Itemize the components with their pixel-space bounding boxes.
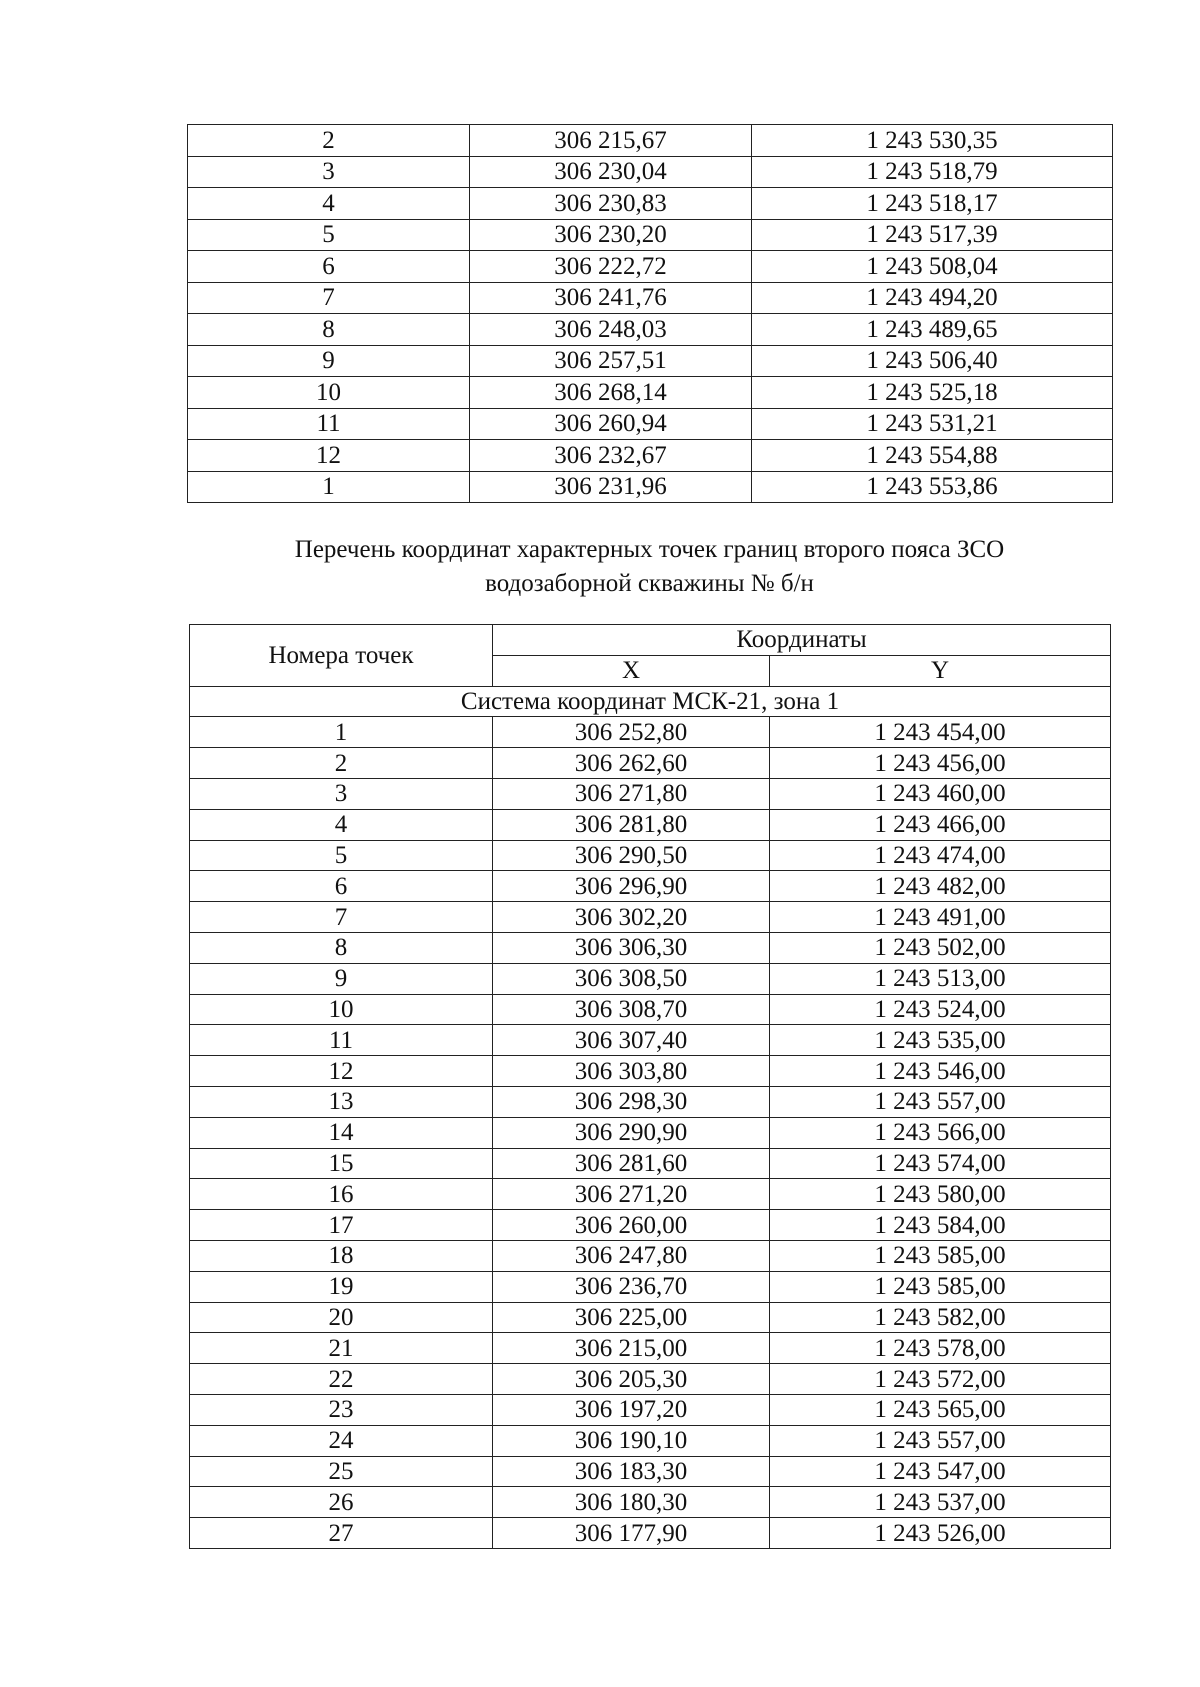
- y-coordinate-cell: 1 243 474,00: [770, 840, 1111, 871]
- table-row: [190, 1179, 1111, 1210]
- point-number-cell: 22: [190, 1364, 493, 1395]
- y-coordinate-cell: 1 243 525,18: [752, 377, 1113, 409]
- table2-body: [190, 686, 1111, 1548]
- x-coordinate-cell: 306 271,80: [493, 778, 770, 809]
- y-coordinate-cell: 1 243 456,00: [770, 748, 1111, 779]
- point-number-cell: 10: [190, 994, 493, 1025]
- table-row: [190, 932, 1111, 963]
- x-coordinate-cell: 306 281,80: [493, 809, 770, 840]
- table-row: [190, 994, 1111, 1025]
- x-coordinate-cell: 306 205,30: [493, 1364, 770, 1395]
- x-coordinate-cell: 306 260,00: [493, 1210, 770, 1241]
- table-row: [190, 1518, 1111, 1549]
- x-coordinate-cell: 306 308,70: [493, 994, 770, 1025]
- point-number-cell: 21: [190, 1333, 493, 1364]
- x-coordinate-cell: 306 236,70: [493, 1271, 770, 1302]
- table-row: [190, 1056, 1111, 1087]
- header-y: Y: [770, 655, 1111, 686]
- table-row: [190, 1333, 1111, 1364]
- point-number-cell: 27: [190, 1518, 493, 1549]
- x-coordinate-cell: 306 290,90: [493, 1117, 770, 1148]
- table-row: [190, 1271, 1111, 1302]
- y-coordinate-cell: 1 243 517,39: [752, 219, 1113, 251]
- table-row: [188, 377, 1113, 409]
- header-point-numbers: Номера точек: [190, 625, 493, 687]
- y-coordinate-cell: 1 243 547,00: [770, 1456, 1111, 1487]
- table-row: [190, 840, 1111, 871]
- y-coordinate-cell: 1 243 491,00: [770, 902, 1111, 933]
- x-coordinate-cell: 306 247,80: [493, 1240, 770, 1271]
- x-coordinate-cell: 306 231,96: [470, 471, 752, 503]
- x-coordinate-cell: 306 222,72: [470, 251, 752, 283]
- x-coordinate-cell: 306 183,30: [493, 1456, 770, 1487]
- point-number-cell: 11: [190, 1025, 493, 1056]
- y-coordinate-cell: 1 243 526,00: [770, 1518, 1111, 1549]
- table-row: [188, 408, 1113, 440]
- point-number-cell: 25: [190, 1456, 493, 1487]
- point-number-cell: 6: [190, 871, 493, 902]
- table-row: [188, 188, 1113, 220]
- x-coordinate-cell: 306 252,80: [493, 717, 770, 748]
- point-number-cell: 24: [190, 1425, 493, 1456]
- x-coordinate-cell: 306 180,30: [493, 1487, 770, 1518]
- point-number-cell: 10: [188, 377, 470, 409]
- y-coordinate-cell: 1 243 482,00: [770, 871, 1111, 902]
- y-coordinate-cell: 1 243 513,00: [770, 963, 1111, 994]
- table-row: [188, 440, 1113, 472]
- x-coordinate-cell: 306 268,14: [470, 377, 752, 409]
- point-number-cell: 16: [190, 1179, 493, 1210]
- point-number-cell: 9: [188, 345, 470, 377]
- y-coordinate-cell: 1 243 454,00: [770, 717, 1111, 748]
- y-coordinate-cell: 1 243 489,65: [752, 314, 1113, 346]
- point-number-cell: 9: [190, 963, 493, 994]
- y-coordinate-cell: 1 243 553,86: [752, 471, 1113, 503]
- x-coordinate-cell: 306 262,60: [493, 748, 770, 779]
- table-row: [190, 1394, 1111, 1425]
- y-coordinate-cell: 1 243 502,00: [770, 932, 1111, 963]
- table-row: [188, 219, 1113, 251]
- point-number-cell: 1: [190, 717, 493, 748]
- point-number-cell: 6: [188, 251, 470, 283]
- x-coordinate-cell: 306 177,90: [493, 1518, 770, 1549]
- point-number-cell: 3: [188, 156, 470, 188]
- x-coordinate-cell: 306 230,20: [470, 219, 752, 251]
- point-number-cell: 1: [188, 471, 470, 503]
- table-row: [190, 1364, 1111, 1395]
- y-coordinate-cell: 1 243 554,88: [752, 440, 1113, 472]
- x-coordinate-cell: 306 302,20: [493, 902, 770, 933]
- x-coordinate-cell: 306 241,76: [470, 282, 752, 314]
- x-coordinate-cell: 306 307,40: [493, 1025, 770, 1056]
- table-row: [190, 1117, 1111, 1148]
- y-coordinate-cell: 1 243 572,00: [770, 1364, 1111, 1395]
- title-line-2: водозаборной скважины № б/н: [485, 570, 814, 597]
- coordinates-table-second-zone: [189, 624, 1111, 1549]
- x-coordinate-cell: 306 303,80: [493, 1056, 770, 1087]
- header-row-1: [190, 625, 1111, 656]
- table-row: [190, 902, 1111, 933]
- table-row: [190, 1456, 1111, 1487]
- table-row: [190, 1086, 1111, 1117]
- point-number-cell: 7: [188, 282, 470, 314]
- y-coordinate-cell: 1 243 524,00: [770, 994, 1111, 1025]
- y-coordinate-cell: 1 243 574,00: [770, 1148, 1111, 1179]
- table-row: [190, 1425, 1111, 1456]
- y-coordinate-cell: 1 243 506,40: [752, 345, 1113, 377]
- point-number-cell: 12: [188, 440, 470, 472]
- y-coordinate-cell: 1 243 518,79: [752, 156, 1113, 188]
- point-number-cell: 20: [190, 1302, 493, 1333]
- y-coordinate-cell: 1 243 531,21: [752, 408, 1113, 440]
- point-number-cell: 2: [190, 748, 493, 779]
- title-line-1: Перечень координат характерных точек границ второго пояса ЗСО: [294, 536, 1005, 563]
- point-number-cell: 26: [190, 1487, 493, 1518]
- point-number-cell: 5: [190, 840, 493, 871]
- table-row: [188, 282, 1113, 314]
- point-number-cell: 15: [190, 1148, 493, 1179]
- y-coordinate-cell: 1 243 546,00: [770, 1056, 1111, 1087]
- point-number-cell: 14: [190, 1117, 493, 1148]
- y-coordinate-cell: 1 243 508,04: [752, 251, 1113, 283]
- table-row: [190, 748, 1111, 779]
- section-title: [187, 533, 1112, 601]
- y-coordinate-cell: 1 243 580,00: [770, 1179, 1111, 1210]
- x-coordinate-cell: 306 308,50: [493, 963, 770, 994]
- table-row: [188, 125, 1113, 157]
- point-number-cell: 8: [190, 932, 493, 963]
- point-number-cell: 3: [190, 778, 493, 809]
- table2-header: [190, 625, 1111, 687]
- point-number-cell: 2: [188, 125, 470, 157]
- x-coordinate-cell: 306 230,04: [470, 156, 752, 188]
- y-coordinate-cell: 1 243 518,17: [752, 188, 1113, 220]
- table-row: [190, 809, 1111, 840]
- coordinate-system-row: [190, 686, 1111, 717]
- table-row: [190, 778, 1111, 809]
- table-row: [190, 1302, 1111, 1333]
- y-coordinate-cell: 1 243 494,20: [752, 282, 1113, 314]
- x-coordinate-cell: 306 271,20: [493, 1179, 770, 1210]
- y-coordinate-cell: 1 243 566,00: [770, 1117, 1111, 1148]
- x-coordinate-cell: 306 260,94: [470, 408, 752, 440]
- x-coordinate-cell: 306 225,00: [493, 1302, 770, 1333]
- x-coordinate-cell: 306 215,67: [470, 125, 752, 157]
- x-coordinate-cell: 306 290,50: [493, 840, 770, 871]
- table-row: [190, 1210, 1111, 1241]
- y-coordinate-cell: 1 243 460,00: [770, 778, 1111, 809]
- y-coordinate-cell: 1 243 537,00: [770, 1487, 1111, 1518]
- point-number-cell: 12: [190, 1056, 493, 1087]
- point-number-cell: 7: [190, 902, 493, 933]
- x-coordinate-cell: 306 190,10: [493, 1425, 770, 1456]
- coordinate-system-label: Система координат МСК-21, зона 1: [190, 686, 1111, 717]
- point-number-cell: 5: [188, 219, 470, 251]
- point-number-cell: 4: [190, 809, 493, 840]
- table-row: [188, 251, 1113, 283]
- point-number-cell: 19: [190, 1271, 493, 1302]
- table-row: [188, 314, 1113, 346]
- point-number-cell: 17: [190, 1210, 493, 1241]
- header-coordinates: Координаты: [493, 625, 1111, 656]
- x-coordinate-cell: 306 298,30: [493, 1086, 770, 1117]
- table-row: [190, 1487, 1111, 1518]
- y-coordinate-cell: 1 243 585,00: [770, 1240, 1111, 1271]
- table-row: [188, 156, 1113, 188]
- point-number-cell: 23: [190, 1394, 493, 1425]
- table-row: [188, 471, 1113, 503]
- x-coordinate-cell: 306 230,83: [470, 188, 752, 220]
- point-number-cell: 11: [188, 408, 470, 440]
- y-coordinate-cell: 1 243 557,00: [770, 1086, 1111, 1117]
- x-coordinate-cell: 306 232,67: [470, 440, 752, 472]
- x-coordinate-cell: 306 281,60: [493, 1148, 770, 1179]
- table-row: [188, 345, 1113, 377]
- y-coordinate-cell: 1 243 466,00: [770, 809, 1111, 840]
- x-coordinate-cell: 306 215,00: [493, 1333, 770, 1364]
- y-coordinate-cell: 1 243 530,35: [752, 125, 1113, 157]
- y-coordinate-cell: 1 243 557,00: [770, 1425, 1111, 1456]
- table-row: [190, 871, 1111, 902]
- x-coordinate-cell: 306 197,20: [493, 1394, 770, 1425]
- table-row: [190, 1240, 1111, 1271]
- x-coordinate-cell: 306 296,90: [493, 871, 770, 902]
- point-number-cell: 18: [190, 1240, 493, 1271]
- x-coordinate-cell: 306 306,30: [493, 932, 770, 963]
- y-coordinate-cell: 1 243 582,00: [770, 1302, 1111, 1333]
- point-number-cell: 4: [188, 188, 470, 220]
- y-coordinate-cell: 1 243 535,00: [770, 1025, 1111, 1056]
- table-row: [190, 1025, 1111, 1056]
- x-coordinate-cell: 306 257,51: [470, 345, 752, 377]
- table-row: [190, 1148, 1111, 1179]
- header-x: X: [493, 655, 770, 686]
- table1-body: [188, 125, 1113, 503]
- y-coordinate-cell: 1 243 565,00: [770, 1394, 1111, 1425]
- coordinates-table-continued: [187, 124, 1113, 503]
- y-coordinate-cell: 1 243 585,00: [770, 1271, 1111, 1302]
- y-coordinate-cell: 1 243 578,00: [770, 1333, 1111, 1364]
- point-number-cell: 13: [190, 1086, 493, 1117]
- x-coordinate-cell: 306 248,03: [470, 314, 752, 346]
- table-row: [190, 963, 1111, 994]
- point-number-cell: 8: [188, 314, 470, 346]
- y-coordinate-cell: 1 243 584,00: [770, 1210, 1111, 1241]
- table-row: [190, 717, 1111, 748]
